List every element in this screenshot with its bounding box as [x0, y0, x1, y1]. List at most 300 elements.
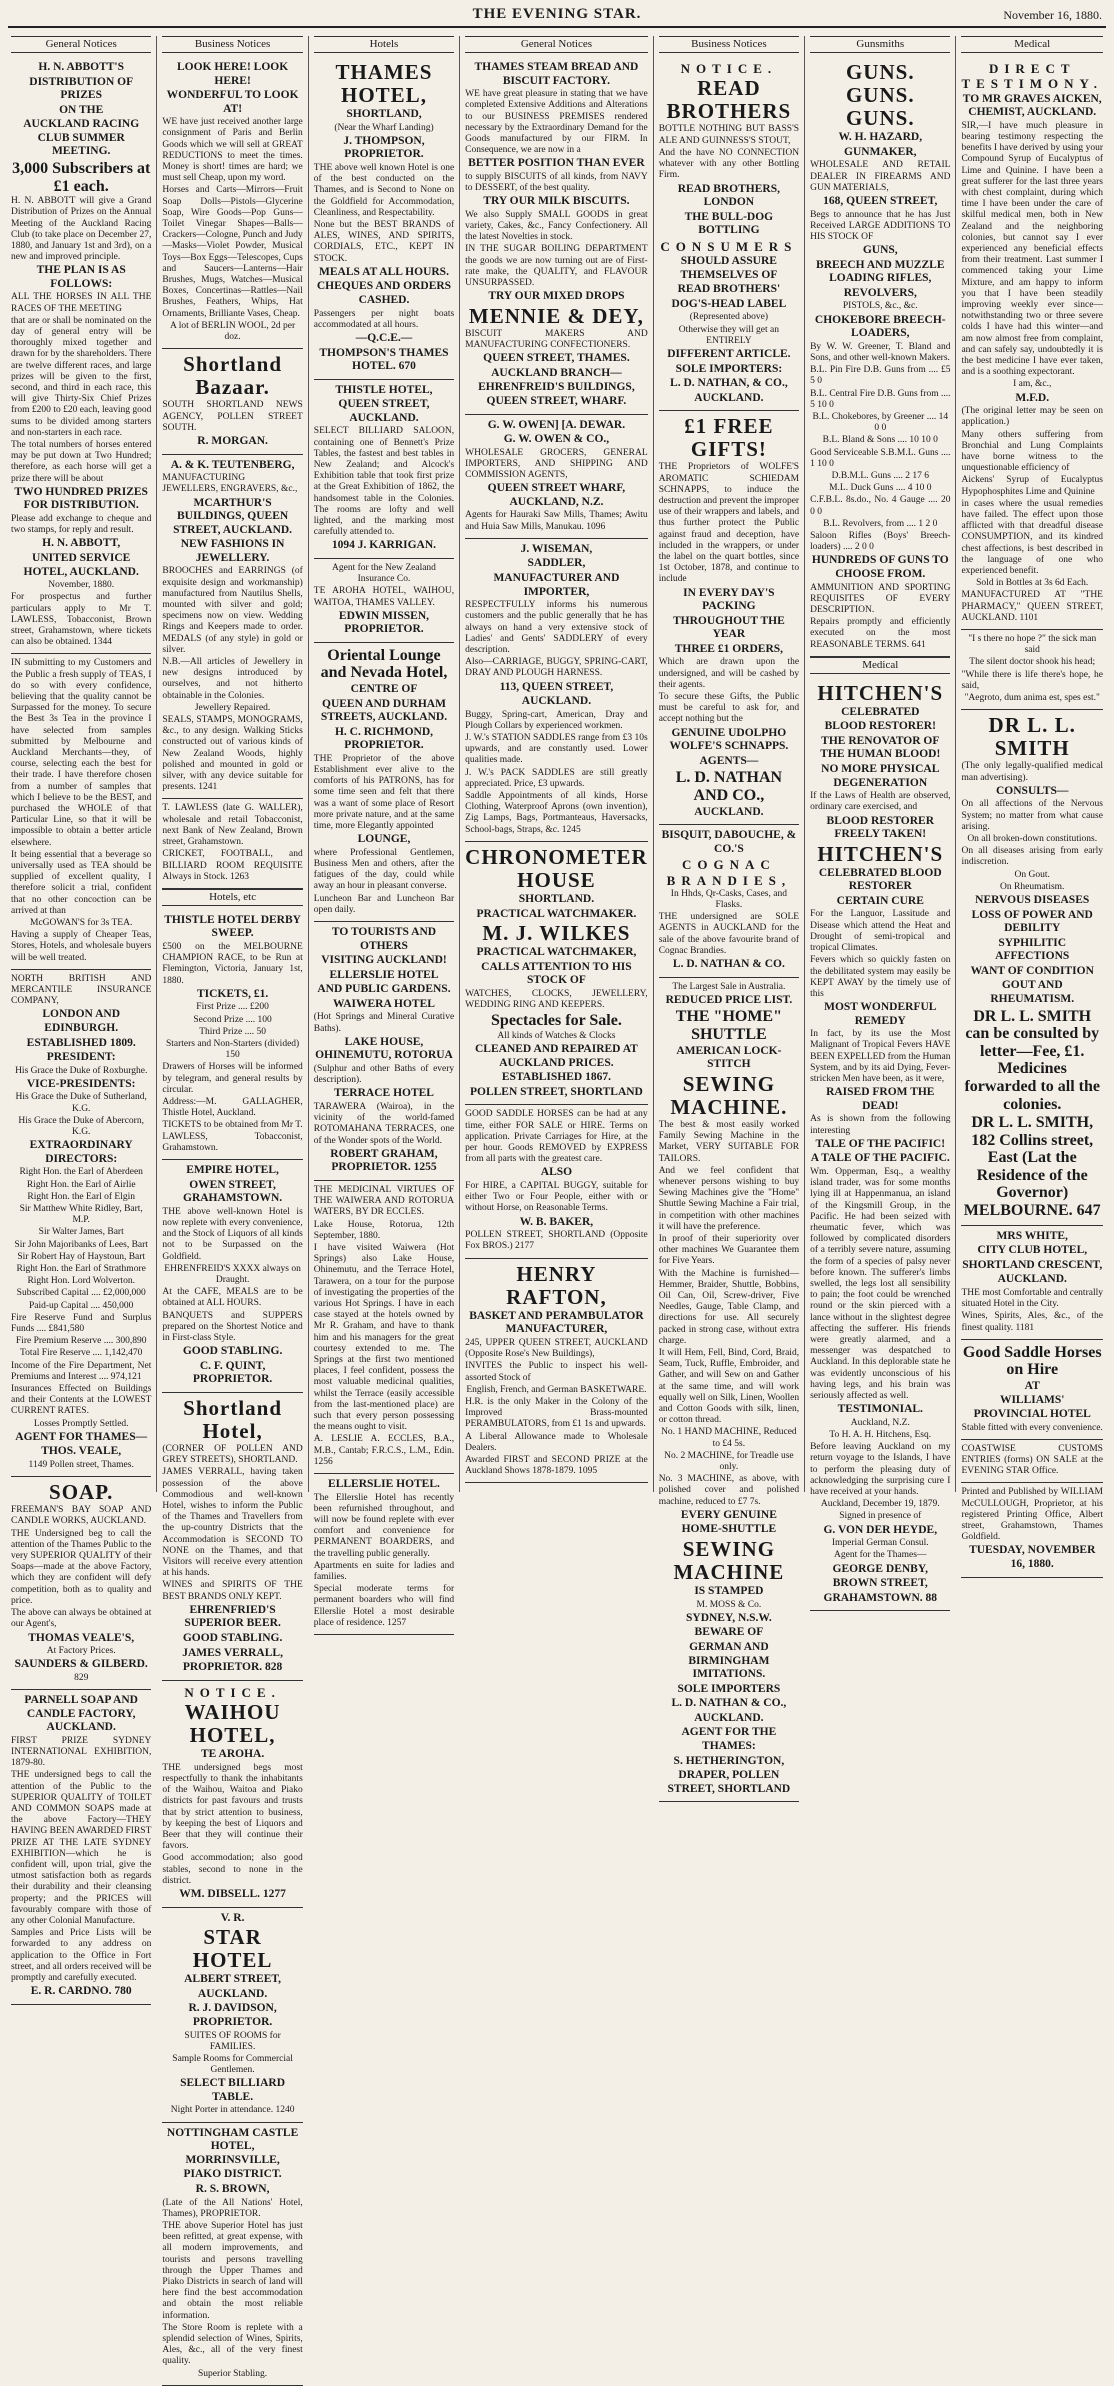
ad-text-line: Horses and Carts—Mirrors—Fruit Soap Dolls—Pistols—Glycerine Soap, Wire Goods—Pop Guns—Toilet Vinegar Shapes—Balls—Crackers—Cologne, Punch and Judy—Masks—Violet Powder, Musical Toys—Box Eggs—Telescopes, Cups and Saucers—Lanterns—Hair Brushes, Mugs, Watches—Musical Boxes, Concertinas—Rattles—Nail Brushes, Feathers, Whips, Hat Ornaments, Brilliante Vases, Cheap. [162, 185, 303, 319]
ad-text-line: THISTLE HOTEL, [335, 383, 433, 396]
ad-text-line: CELEBRATED [841, 705, 920, 718]
ad-text-line: Right Hon. the Earl of Airlie [26, 1179, 136, 1190]
advertisement [961, 710, 1103, 1225]
ad-text-line: Sir Walter James, Bart [38, 1227, 124, 1238]
ad-text-line: It being essential that a beverage so universally used as TEA should be supplied of excellent quality, I therefore solicit a trial, confident that no other concoction can be arrived at than [11, 849, 152, 916]
ad-text-line: HITCHEN'S [817, 680, 944, 705]
ad-text-line: CHOKEBORE BREECH-LOADERS, [814, 313, 946, 340]
ad-text-line: I have visited Waiwera (Hot Springs) also Lake House, Ohinemutu, and the Terrace Hotel, Tarawera, on a tour for the purpose of investigating the properties of the various Hot Springs. I have in each case stayed at the hotels owned by Mr R. Graham, and have to thank him and his managers for the great courtesy extended to me. The Springs at the first two mentioned places, I feel confident, possess the most valuable medicinal qualities, whilst the Terrace (easily accessible from the last-mentioned place) are such that every person possessing the means ought to visit. [313, 1242, 455, 1433]
advertisement [11, 1690, 151, 2005]
advertisement [11, 57, 151, 654]
ad-text-line: Begs to announce that he has Just Received LARGE ADDITIONS TO HIS STOCK OF [810, 209, 951, 242]
ad-text-line: If the Laws of Health are observed, ordinary care exercised, and [810, 791, 951, 813]
ad-text-line: WE have great pleasure in stating that we have completed Extensive Additions and Alterations to our BUSINESS PREMISES rendered necessary by the Extraordinary Demand for the Goods manufactured by our FIRM. In Consequence, we are now in a [465, 89, 648, 156]
ad-text-line: In proof of their superiority over other machines We Guarantee them for Five Years. [658, 1233, 800, 1267]
column-6 [805, 36, 956, 1604]
ad-text-line: (The only legally-qualified medical man advertising). [961, 761, 1103, 783]
advertisement [314, 559, 454, 643]
ad-text-line: MANUFACTURING JEWELLERS, ENGRAVERS, &c., [162, 473, 298, 495]
ad-text-line: For prospectus and further particulars apply to Mr T. LAWLESS, Tobacconist, Brown street, Grahamstown, where tickets can also be obtained. 1344 [11, 592, 152, 648]
ad-text-line: IN THE SUGAR BOILING DEPARTMENT the goods we are now turning out are of First-rate make, the QUALITY, and FLAVOUR UNSURPASSED. [465, 244, 648, 289]
ad-text-line: G. W. OWEN & CO., [503, 433, 610, 446]
ad-text-line: V. R. [220, 1911, 245, 1924]
ad-text-line: Saloon Rifles (Boys' Breech-loaders) .... 2 0 0 [810, 530, 951, 553]
ad-text-line: VICE-PRESIDENTS: [26, 1077, 136, 1090]
ad-text-line: For the Languor, Lassitude and Disease which attend the Heat and Drought of semi-tropical and tropical Climates. [810, 909, 951, 954]
ad-text-line: TALE OF THE PACIFIC! [815, 1137, 946, 1150]
ad-text-line: IS STAMPED [694, 1585, 764, 1598]
ad-text-line: QUEEN STREET, THAMES. [483, 352, 630, 365]
ad-text-line: 1094 J. KARRIGAN. [331, 539, 437, 552]
advertisement [659, 978, 799, 1803]
ad-text-line: No. 1 HAND MACHINE, Reduced to £4 5s. [661, 1427, 797, 1449]
ad-text-line: Oriental Lounge and Nevada Hotel, [320, 646, 448, 682]
ad-text-line: Starters and Non-Starters (divided) 150 [165, 1038, 300, 1061]
ad-text-line: SHORTLAND. [518, 893, 595, 906]
ad-text-line: (Late of the All Nations' Hotel, Thames), PROPRIETOR. [162, 2197, 303, 2219]
ad-text-line: B.L. Bland & Sons .... 10 10 0 [822, 435, 938, 446]
ad-text-line: Buggy, Spring-cart, American, Dray and Plough Collars by experienced workmen. [465, 709, 648, 731]
ad-text-line: QUEEN AND DURHAM STREETS, AUCKLAND. [320, 697, 448, 724]
ad-text-line: Total Fire Reserve .... 1,142,470 [20, 1348, 143, 1359]
ad-text-line: H. N. ABBOTT, [42, 537, 121, 550]
ad-text-line: BROWN STREET, [832, 1577, 928, 1590]
ad-text-line: Auckland, December 19, 1879. [820, 1499, 940, 1510]
ad-text-line: GOUT AND RHEUMATISM. [990, 979, 1075, 1005]
column-5 [654, 36, 805, 1795]
ad-text-line: J. W.'s PACK SADDLES are still greatly appreciated. Price, £3 upwards. [465, 767, 648, 789]
advertisement [659, 411, 799, 825]
ad-text-line: SOLE IMPORTERS [677, 1682, 781, 1695]
ad-text-line: Agent for the Thames— [834, 1550, 927, 1561]
ad-text-line: M.L. Duck Guns .... 4 10 0 [829, 483, 932, 494]
ad-text-line: ESTABLISHED 1867. [501, 1071, 611, 1084]
ad-text-line: DR L. L. SMITH, 182 Collins street, East (Lat the Residence of the Governor) MELBOURNE. 647 [963, 1114, 1101, 1220]
ad-text-line: LAKE HOUSE, OHINEMUTU, ROTORUA [315, 1035, 453, 1062]
advertisement [961, 1483, 1103, 1577]
ad-text-line: L. D. NATHAN AND CO., [675, 769, 783, 804]
ad-text-line: SUITES OF ROOMS for FAMILIES. [184, 2030, 281, 2052]
masthead [8, 4, 1106, 28]
ad-text-line: AUCKLAND RACING CLUB SUMMER MEETING. [23, 118, 140, 158]
ad-text-line: TICKETS, £1. [196, 987, 269, 1000]
ad-text-line: PRACTICAL WATCHMAKER. [476, 907, 637, 920]
ad-text-line: GRAHAMSTOWN. 88 [823, 1591, 938, 1604]
ad-text-line: Saddle Appointments of all kinds, Horse Clothing, Waterproof Aprons (own invention), Zig Lamps, Bags, Portmanteaus, Haversacks, School-bags, Straps, &c. 1245 [465, 791, 648, 835]
ad-text-line: SELECT BILLIARD TABLE. [180, 2077, 286, 2103]
ad-text-line: A Liberal Allowance made to Wholesale Dealers. [465, 1431, 648, 1453]
ad-text-line: Agents for Hauraki Saw Mills, Thames; Awitu and Huia Saw Mills, Manukau. 1096 [465, 510, 648, 532]
ad-text-line: 168, QUEEN STREET, [823, 194, 938, 207]
ad-text-line: Passengers per night boats accommodated at all hours. [313, 308, 455, 330]
ad-text-line: THAMES HOTEL, [335, 59, 433, 108]
column-4 [460, 36, 654, 1492]
ad-text-line: SOAP. [49, 1480, 114, 1505]
ad-text-line: CERTAIN CURE [836, 894, 924, 907]
ad-text-line: E. R. CARDNO. 780 [30, 1985, 132, 1998]
advertisement [465, 1259, 648, 1484]
ad-text-line: To H. A. H. Hitchens, Esq. [829, 1429, 932, 1440]
ad-text-line: IN EVERY DAY'S PACKING [683, 586, 775, 613]
ad-text-line: Auckland, N.Z. [850, 1417, 910, 1428]
ad-text-line: DIFFERENT ARTICLE. [667, 347, 791, 360]
advertisement [162, 57, 302, 349]
ad-text-line: WAIHOU HOTEL, [184, 1700, 281, 1748]
ad-text-line: (The original letter may be seen on application.) [961, 406, 1103, 428]
ad-text-line: R. S. BROWN, [195, 2182, 270, 2195]
ad-text-line: BLOOD RESTORER FREELY TAKEN! [826, 814, 935, 841]
ad-text-line: W. B. BAKER, [519, 1215, 594, 1228]
ad-text-line: THE most Comfortable and centrally situated Hotel in the City. [961, 1287, 1103, 1310]
ad-text-line: PIAKO DISTRICT. [183, 2168, 282, 2181]
ad-text-line: The total numbers of horses entered may be put down at Two Hundred; therefore, as each horse will get a prize there will be about [11, 440, 152, 484]
ad-text-line: G. VON DER HEYDE, [823, 1523, 938, 1536]
ad-text-line: QUEEN STREET, AUCKLAND. [338, 398, 430, 424]
ad-text-line: Paid-up Capital .... 450,000 [28, 1300, 134, 1311]
ad-text-line: The Largest Sale in Australia. [672, 981, 786, 992]
ad-text-line: (CORNER OF POLLEN AND GREY STREETS), SHORTLAND. [162, 1444, 303, 1466]
ad-text-line: By W. W. Greener, T. Bland and Sons, and other well-known Makers. [810, 341, 951, 363]
ad-text-line: ELLERSLIE HOTEL [329, 968, 439, 981]
ad-text-line: WILLIAMS' PROVINCIAL HOTEL [973, 1394, 1091, 1421]
ad-text-line: Before leaving Auckland on my return voyage to the Islands, I have to perform the pleasing duty of acknowledging the surprising cure I have received at your hands. [810, 1442, 951, 1497]
ad-text-line: IN submitting to my Customers and the Public a fresh supply of TEAS, I do so with every confidence, believing that the quality cannot be Surpassed for the money. To secure the Best 3s Tea in the province I have selected from samples submitted by Melbourne and Auckland Merchants—they, of course, selecting each the best for their trade. I have therefore chosen from a number of samples that which I believe to be the BEST, and purchased the WHOLE of that Particular Line, so that it will be impossible to obtain a better article elsewhere. [11, 658, 152, 848]
ad-text-line: GEORGE DENBY, [832, 1562, 928, 1575]
advertisement [162, 349, 302, 454]
ad-text-line: Address:—M. GALLAGHER, Thistle Hotel, Auckland. [162, 1097, 303, 1119]
ad-text-line: H.R. is the only Maker in the Colony of the Improved Brass-mounted PERAMBULATORS, from £1 1s and upwards. [465, 1396, 648, 1430]
advertisement [961, 1340, 1103, 1440]
ad-text-line: SEALS, STAMPS, MONOGRAMS, &c., to any design. Walking Sticks constructed out of various kinds of New Zealand Woods, highly polished and mounted in gold or silver, with any device suitable for presents. 1241 [162, 715, 303, 793]
ad-text-line: First Prize .... £200 [196, 1002, 269, 1013]
ad-text-line: (Sulphur and other Baths of every description). [313, 1063, 455, 1086]
ad-text-line: CHRONOMETER HOUSE [465, 844, 648, 892]
ad-text-line: CONSULTS— [996, 784, 1069, 797]
ad-text-line: WE have just received another large consignment of Paris and Berlin Goods which we will sell at GREAT REDUCTIONS to meet the times. Money is short! times are hard; we must sell Cheap, upon my word. [162, 117, 303, 184]
issue-date: November 16, 1880. [1003, 8, 1102, 22]
ad-text-line: THE above well known Hotel is one of the best conducted on the Thames, and is Second to None on the Goldfield for Accommodation, Cleanliness, and Respectability. [313, 163, 455, 218]
ad-text-line: TRY OUR MIXED DROPS [488, 290, 625, 303]
ad-text-line: LOSS OF POWER AND DEBILITY [971, 908, 1093, 935]
ad-text-line: JAMES VERRALL, having taken possession of the above Commodious and well-known Hotel, wishes to inform the Public of the Thames and Travellers from the up-country Districts that the Accommodation is SECOND TO NONE on the Thames, and that Visitors will receive every attention at his hands. [162, 1467, 303, 1579]
ad-text-line: GOOD STABLING. [182, 1631, 283, 1644]
ad-text-line: FIRST PRIZE SYDNEY INTERNATIONAL EXHIBITION, 1879-80. [11, 1735, 152, 1769]
ad-text-line: SOUTH SHORTLAND NEWS AGENCY, POLLEN STREET SOUTH. [162, 400, 303, 433]
ad-text-line: With the Machine is furnished—Hemmer, Braider, Shuttle, Bobbins, Oil Can, Oil, Screw-driver, Five Needles, Gauge, Table Clamp, and directions for use. All securely packed in strong case, without extra charge. [658, 1268, 800, 1346]
ad-text-line: TO MR GRAVES AICKEN, CHEMIST, AUCKLAND. [962, 92, 1102, 119]
ad-text-line: As is shown from the following interesting [810, 1114, 951, 1136]
ad-text-line: W. H. HAZARD, [838, 131, 923, 144]
advertisement [162, 1160, 302, 1393]
ad-text-line: EVERY GENUINE [680, 1508, 777, 1521]
ad-text-line: Wm. Opperman, Esq., a wealthy island trader, was for some months lying ill at Happenmanua, an island of the Kingsmill Group, in the Pacific. He had been seized with rheumatic fever, which was followed by complicated disorders of a terribly severe nature, assuming the form of a species of palsy never before known. The sufferer's limbs swelled, the legs lost all sensibility to pain; the foot could be wrenched round or the skin pierced with a lance without in the slightest degree affecting the sufferer. His friends were greatly alarmed, and a messenger was despatched to Auckland. In this deplorable state he was evidently unconscious of his having legs, and his brain was seriously affected as well. [810, 1166, 951, 1401]
column-heading: General Notices [465, 36, 648, 53]
ad-text-line: THE BULL-DOG BOTTLING [684, 210, 774, 237]
ad-text-line: READ BROTHERS, LONDON [677, 182, 780, 209]
ad-text-line: BROOCHES and EARRINGS (of exquisite design and workmanship) manufactured from Nautilus Shells, mounted with silver and gold; specimens now on view. Wedding Rings and Keepers made to order. MEDALS (of any style) in gold or silver. [162, 566, 303, 655]
ad-text-line: MANUFACTURED AT "THE PHARMACY," QUEEN STREET, AUCKLAND. 1101 [961, 590, 1103, 623]
ad-text-line: L. D. NATHAN & CO. [672, 958, 785, 971]
ad-text-line: November, 1880. [48, 580, 115, 591]
ad-text-line: PISTOLS, &c., &c. [842, 301, 918, 312]
ad-text-line: DOG'S-HEAD LABEL [671, 297, 787, 310]
ad-text-line: COGNAC BRANDIES, [666, 857, 792, 888]
column-7 [956, 36, 1108, 1570]
ad-text-line: TESTIMONIAL. [837, 1403, 923, 1416]
ad-text-line: M. J. WILKES [482, 921, 631, 946]
ad-text-line: WANT OF CONDITION [970, 964, 1094, 977]
column-3 [309, 36, 460, 1628]
ad-text-line: (Hot Springs and Mineral Curative Baths). [313, 1012, 455, 1034]
ad-text-line: SHORTLAND CRESCENT, [962, 1258, 1103, 1271]
ad-text-line: TE AROHA. [200, 1748, 265, 1761]
ad-text-line: WONDERFUL TO LOOK AT! [166, 89, 299, 115]
ad-text-line: SADDLER, [527, 557, 586, 570]
ad-text-line: AND PUBLIC GARDENS. [317, 983, 451, 996]
ad-text-line: BEWARE OF [694, 1626, 764, 1639]
column-heading: General Notices [11, 36, 151, 53]
ad-text-line: CRICKET, FOOTBALL, and BILLIARD ROOM REQUISITE Always in Stock. 1263 [162, 849, 303, 882]
ad-text-line: It will Hem, Fell, Bind, Cord, Braid, Seam, Tuck, Ruffle, Embroider, and Gather, and will Sew on and Gather at the same time, and will work equally well on Silk, Linen, Woollen and Cotton Goods with silk, linen, or cotton thread. [658, 1347, 800, 1426]
ad-text-line: (Represented above) [689, 312, 769, 323]
ad-text-line: COASTWISE CUSTOMS ENTRIES (forms) ON SALE at the EVENING STAR Office. [961, 1443, 1103, 1477]
ad-text-line: WATCHES, CLOCKS, JEWELLERY, WEDDING RING AND KEEPERS. [465, 988, 648, 1011]
ad-text-line: SOLE IMPORTERS: [675, 362, 783, 375]
ad-text-line: GOOD STABLING. [182, 1345, 283, 1358]
ad-text-line: TICKETS to be obtained from Mr T. LAWLESS, Tobacconist, Grahamstown. [162, 1120, 303, 1153]
ad-text-line: On all affections of the Nervous System; no matter from what cause arising. [961, 799, 1103, 832]
ad-text-line: to supply BISCUITS of all kinds, from NAVY to DESSERT, of the best quality. [465, 171, 648, 194]
ad-text-line: Aickens' Syrup of Eucalyptus Hypophosphites Lime and Quinine [961, 475, 1103, 497]
advertisement [961, 1226, 1103, 1340]
ad-text-line: MOST WONDERFUL REMEDY [824, 1001, 937, 1027]
ad-text-line: INVITES the Public to inspect his well-assorted Stock of [465, 1361, 648, 1383]
ad-text-line: CLEANED AND REPAIRED AT AUCKLAND PRICES. [475, 1043, 638, 1069]
ad-text-line: BETTER POSITION THAN EVER [468, 157, 645, 170]
ad-text-line: EDWIN MISSEN, PROPRIETOR. [338, 609, 430, 636]
ad-text-line: Losses Promptly Settled. [33, 1418, 129, 1429]
column-2 [157, 36, 308, 2379]
ad-text-line: Sir Matthew White Ridley, Bart, M.P. [19, 1203, 143, 1226]
ad-text-line: TO TOURISTS AND OTHERS [331, 926, 437, 952]
ad-text-line: Income of the Fire Department, Net Premiums and Interest .... 974,121 [11, 1360, 152, 1382]
ad-text-line: PRESIDENT: [46, 1051, 116, 1064]
ad-text-line: GUNS. GUNS. GUNS. [845, 59, 915, 131]
ad-text-line: H. N. ABBOTT will give a Grand Distribution of Prizes on the Annual Meeting of the Auckland Racing Club (to take place on December 27, 1880, and January 1st and 3rd), on a new and improved principle. [11, 196, 152, 263]
ad-text-line: where Professional Gentlemen, Business Men and others, after the fatigues of the day, could while away an hour in pleasant converse. [313, 847, 455, 892]
advertisement [162, 1681, 302, 1908]
ad-text-line: GENUINE UDOLPHO WOLFE'S SCHNAPPS. [669, 726, 789, 753]
ad-text-line: —Q.C.E.— [355, 331, 413, 344]
advertisement [659, 57, 799, 411]
ad-text-line: UNITED SERVICE HOTEL, AUCKLAND. [23, 551, 139, 578]
ad-text-line: AMMUNITION AND SPORTING REQUISITES OF EVERY DESCRIPTION. [810, 582, 951, 615]
ad-text-line: MANUFACTURER AND IMPORTER, [493, 571, 620, 598]
ad-text-line: GUNS, [862, 244, 898, 257]
ad-text-line: C.F.B.L. 8s.do., No. 4 Gauge .... 20 0 0 [810, 495, 951, 517]
advertisement [11, 654, 151, 969]
ad-text-line: PRACTICAL WATCHMAKER, [476, 946, 637, 959]
ad-text-line: ROBERT GRAHAM, PROPRIETOR. 1255 [330, 1147, 438, 1174]
advertisement [961, 630, 1103, 710]
columns-container [6, 36, 1108, 2379]
ad-text-line: Sir Robert Hay of Haystoun, Bart [17, 1251, 146, 1262]
ad-text-line: Signed in presence of [839, 1511, 922, 1522]
ad-text-line: CELEBRATED BLOOD RESTORER [818, 866, 942, 893]
ad-text-line: THOMAS VEALE'S, [28, 1631, 135, 1644]
ad-text-line: NERVOUS DISEASES [975, 894, 1090, 907]
ad-text-line: that are or shall be nominated on the day of general entry will be thoroughly mixed together and drawn for by the shareholders. There are twelve different races, and large prizes will be given to the first, second, and third in each race, this will give Thirty-Six Chief Prizes from £200 to £20 each, leaving good sums to be divided among starters and non-starters in each race. [11, 315, 152, 438]
ad-text-line: THROUGHOUT THE YEAR [673, 614, 785, 641]
ad-text-line: Luncheon Bar and Luncheon Bar open daily. [313, 893, 455, 915]
ad-text-line: THAMES STEAM BREAD AND BISCUIT FACTORY. [474, 60, 639, 87]
ad-text-line: S. HETHERINGTON, [673, 1754, 785, 1767]
ad-text-line: 245, UPPER QUEEN STREET, AUCKLAND (Opposite Rose's New Buildings), [465, 1337, 648, 1360]
ad-text-line: J. THOMPSON, PROPRIETOR. [343, 134, 425, 161]
ad-text-line: GUNMAKER, [844, 145, 917, 158]
ad-text-line: Spectacles for Sale. [491, 1012, 622, 1030]
ad-text-line: Shortland Hotel, [183, 1395, 283, 1443]
ad-text-line: A. LESLIE A. ECCLES, B.A., M.B., Cantab; F.R.C.S., L.M., Edin. 1256 [313, 1434, 455, 1467]
ad-text-line: BISQUIT, DABOUCHE, & CO.'S [661, 829, 797, 855]
advertisement [314, 380, 454, 559]
ad-text-line: Please add exchange to cheque and two stamps, for reply and result. [11, 514, 152, 536]
ad-text-line: REDUCED PRICE LIST. [665, 993, 793, 1006]
ad-text-line: Right Hon. Lord Wolverton. [27, 1276, 135, 1287]
ad-text-line: Sample Rooms for Commercial Gentlemen. [172, 2053, 293, 2076]
ad-text-line: SHOULD ASSURE THEMSELVES OF [680, 255, 778, 281]
ad-text-line: RESPECTFULLY informs his numerous customers and the public generally that he has always on hand a very extensive stock of Ladies' and Gents' SADDLERY of every description. [465, 600, 648, 655]
ad-text-line: TRY OUR MILK BISCUITS. [483, 195, 630, 208]
ad-text-line: BOTTLE NOTHING BUT BASS'S ALE AND GUINNESS'S STOUT, [658, 124, 800, 146]
ad-text-line: The silent doctor shook his head; [969, 657, 1096, 668]
ad-text-line: in cases where the usual remedies have failed. The effect upon those afflicted with that dreadful disease CONSUMPTION, and its kindred chest affections, is best described in the language of one who experienced benefit. [961, 498, 1103, 577]
advertisement [465, 57, 648, 415]
ad-text-line: THE "HOME" SHUTTLE [675, 1008, 782, 1043]
ad-text-line: Subscribed Capital .... £2,000,000 [16, 1288, 146, 1299]
ad-text-line: ESTABLISHED 1809. [26, 1036, 136, 1049]
ad-text-line: AGENT FOR THE THAMES: [681, 1726, 777, 1752]
ad-text-line: CENTRE OF [350, 683, 418, 696]
ad-text-line: Many others suffering from Bronchial and Lung Complaints have borne witness to the unquestionable efficiency of [961, 429, 1103, 474]
ad-text-line: G. W. OWEN] [A. DEWAR. [487, 418, 626, 431]
ad-text-line: ALL THE HORSES IN ALL THE RACES OF THE MEETING [11, 292, 152, 314]
ad-text-line: THE above Superior Hotel has just been refitted, at great expense, with all modern improvements, and tourists and persons travelling through the Upper Thames and Piako Districts in search of land will here find the best accommodation and obtain the most reliable information. [162, 2220, 303, 2321]
ad-text-line: A. & K. TEUTENBERG, [170, 458, 295, 471]
ad-text-line: LONDON AND EDINBURGH. [42, 1008, 121, 1034]
ad-text-line: DR L. L. SMITH can be consulted by letter—Fee, £1. Medicines forwarded to all the colonies. [964, 1007, 1100, 1113]
ad-text-line: READ BROTHERS [666, 76, 792, 124]
ad-text-line: ALSO [540, 1166, 573, 1179]
ad-text-line: GOOD SADDLE HORSES can be had at any time, either FOR SALE or HIRE. Terms on application. Private Carriages for Hire, at the per hour. Goods REMOVED by EXPRESS from all parts with the greatest care. [465, 1109, 648, 1165]
ad-text-line: ON THE [59, 103, 104, 116]
ad-text-line: SYDNEY, N.S.W. [686, 1611, 772, 1624]
ad-text-line: "While there is life there's hope, he said, [961, 669, 1103, 691]
ad-text-line: Agent for the New Zealand Insurance Co. [332, 562, 436, 585]
ad-text-line: VISITING AUCKLAND! [321, 954, 447, 967]
ad-text-line: A lot of BERLIN WOOL, 2d per doz. [170, 320, 296, 343]
ad-text-line: AUCKLAND. [694, 391, 764, 404]
ad-text-line: M. MOSS & Co. [696, 1599, 762, 1610]
advertisement [465, 539, 648, 842]
ad-text-line: English, French, and German BASKETWARE. [466, 1384, 647, 1395]
ad-text-line: Right Hon. the Earl of Aberdeen [19, 1167, 143, 1178]
section-heading [810, 657, 950, 674]
ad-text-line: A TALE OF THE PACIFIC. [810, 1152, 950, 1165]
ad-text-line: £1 FREE GIFTS! [684, 414, 774, 462]
section-heading [162, 889, 302, 906]
ad-text-line: L. D. NATHAN, & CO., [670, 377, 788, 390]
ad-text-line: On all diseases arising from early indiscretion. [961, 846, 1103, 868]
ad-text-line: His Grace the Duke of Roxburghe. [15, 1065, 148, 1076]
ad-text-line: DRAPER, POLLEN STREET, SHORTLAND [667, 1769, 791, 1795]
ad-text-line: WM. DIBSELL. 1277 [179, 1887, 286, 1900]
ad-text-line: In fact, by its use the Most Malignant of Tropical Fevers HAVE BEEN EXPELLED from the Human System, and by its aid Dying, Fever-stricken Men have been, as it were, [810, 1029, 951, 1085]
ad-text-line: At Factory Prices. [46, 1646, 116, 1657]
ad-text-line: The above can always be obtained at our Agent's, [11, 1608, 152, 1630]
column-heading: Business Notices [162, 36, 302, 53]
ad-text-line: 1149 Pollen street, Thames. [28, 1459, 134, 1470]
ad-text-line: AUCKLAND. [694, 1711, 764, 1724]
ad-text-line: Samples and Price Lists will be forwarded to any address on application to the Office in Fort street, and all orders received will be promptly and carefully executed. [11, 1928, 152, 1983]
advertisement [162, 1908, 302, 2123]
ad-text-line: AGENTS— [699, 754, 759, 767]
ad-text-line: No. 3 MACHINE, as above, with polished cover and polished machine, reduced to £7 7s. [658, 1474, 800, 1507]
ad-text-line: £500 on the MELBOURNE CHAMPION RACE, to be Run at Flemington, Victoria, January 1st, 1880. [162, 942, 303, 986]
ad-text-line: R. J. DAVIDSON, PROPRIETOR. [188, 2002, 277, 2028]
ad-text-line: Fire Premium Reserve .... 300,890 [15, 1336, 147, 1347]
ad-text-line: THE PLAN IS AS FOLLOWS: [36, 264, 126, 290]
ad-text-line: JAMES VERRALL, [182, 1646, 283, 1659]
ad-text-line: TERRACE HOTEL [333, 1087, 434, 1100]
ad-text-line: 829 [74, 1672, 89, 1683]
ad-text-line: BASKET AND PERAMBULATOR MANUFACTURER, [469, 1309, 644, 1336]
ad-text-line: Sir John Majoribanks of Lees, Bart [14, 1239, 148, 1250]
ad-text-line: Special moderate terms for permanent boarders who will find Ellerslie Hotel a most desirable place of residence. 1257 [313, 1584, 455, 1628]
ad-text-line: HITCHEN'S [817, 841, 944, 866]
ad-text-line: WINES and SPIRITS OF THE BEST BRANDS ONLY KEPT. [162, 1580, 303, 1602]
ad-text-line: No. 2 MACHINE, for Treadle use only. [664, 1450, 794, 1472]
ad-text-line: EXTRAORDINARY DIRECTORS: [29, 1139, 133, 1165]
ad-text-line: THE MEDICINAL VIRTUES OF THE WAIWERA AND ROTORUA WATERS, BY DR ECCLES. [313, 1184, 455, 1218]
column-heading: Hotels [314, 36, 454, 53]
ad-text-line: Insurances Effected on Buildings and their Contents at the LOWEST CURRENT RATES. [11, 1384, 152, 1417]
ad-text-line: WAIWERA HOTEL [333, 997, 435, 1010]
ad-text-line: DISTRIBUTION OF PRIZES [29, 75, 134, 102]
ad-text-line: NORTH BRITISH AND MERCANTILE INSURANCE COMPANY, [11, 973, 152, 1007]
column-heading: Medical [961, 36, 1103, 53]
ad-text-line: Stable fitted with every convenience. [961, 1422, 1103, 1433]
ad-text-line: Shortland Bazaar. [183, 352, 283, 400]
ad-text-line: Hotels, etc [209, 890, 257, 903]
ad-text-line: NOTTINGHAM CASTLE HOTEL, MORRINSVILLE, [166, 2126, 299, 2166]
ad-text-line: Imperial German Consul. [831, 1538, 929, 1549]
ad-text-line: For HIRE, a CAPITAL BUGGY, suitable for either Two or Four People, either with or without Horse, on Reasonable Terms. [465, 1181, 648, 1214]
ad-text-line: WHOLESALE GROCERS, GENERAL IMPORTERS, AND SHIPPING AND COMMISSION AGENTS, [465, 447, 648, 481]
ad-text-line: Superior Stabling. [198, 2368, 268, 2379]
ad-text-line: DIRECT TESTIMONY. [961, 60, 1103, 92]
ad-text-line: Repairs promptly and efficiently executed on the most REASONABLE TERMS. 641 [810, 617, 951, 650]
advertisement [465, 842, 648, 1106]
ad-text-line: His Grace the Duke of Sutherland, K.G. [15, 1092, 147, 1114]
advertisement [162, 2123, 302, 2386]
ad-text-line: All kinds of Watches & Clocks [497, 1030, 616, 1041]
ad-text-line: EHRENFREID'S XXXX always on Draught. [164, 1263, 301, 1285]
ad-text-line: CALLS ATTENTION TO HIS STOCK OF [481, 960, 632, 987]
ad-text-line: Third Prize .... 50 [199, 1026, 266, 1037]
ad-text-line: B.L. Central Fire D.B. Guns from .... 5 10 0 [810, 388, 951, 410]
ad-text-line: NOTICE. [184, 1684, 281, 1700]
